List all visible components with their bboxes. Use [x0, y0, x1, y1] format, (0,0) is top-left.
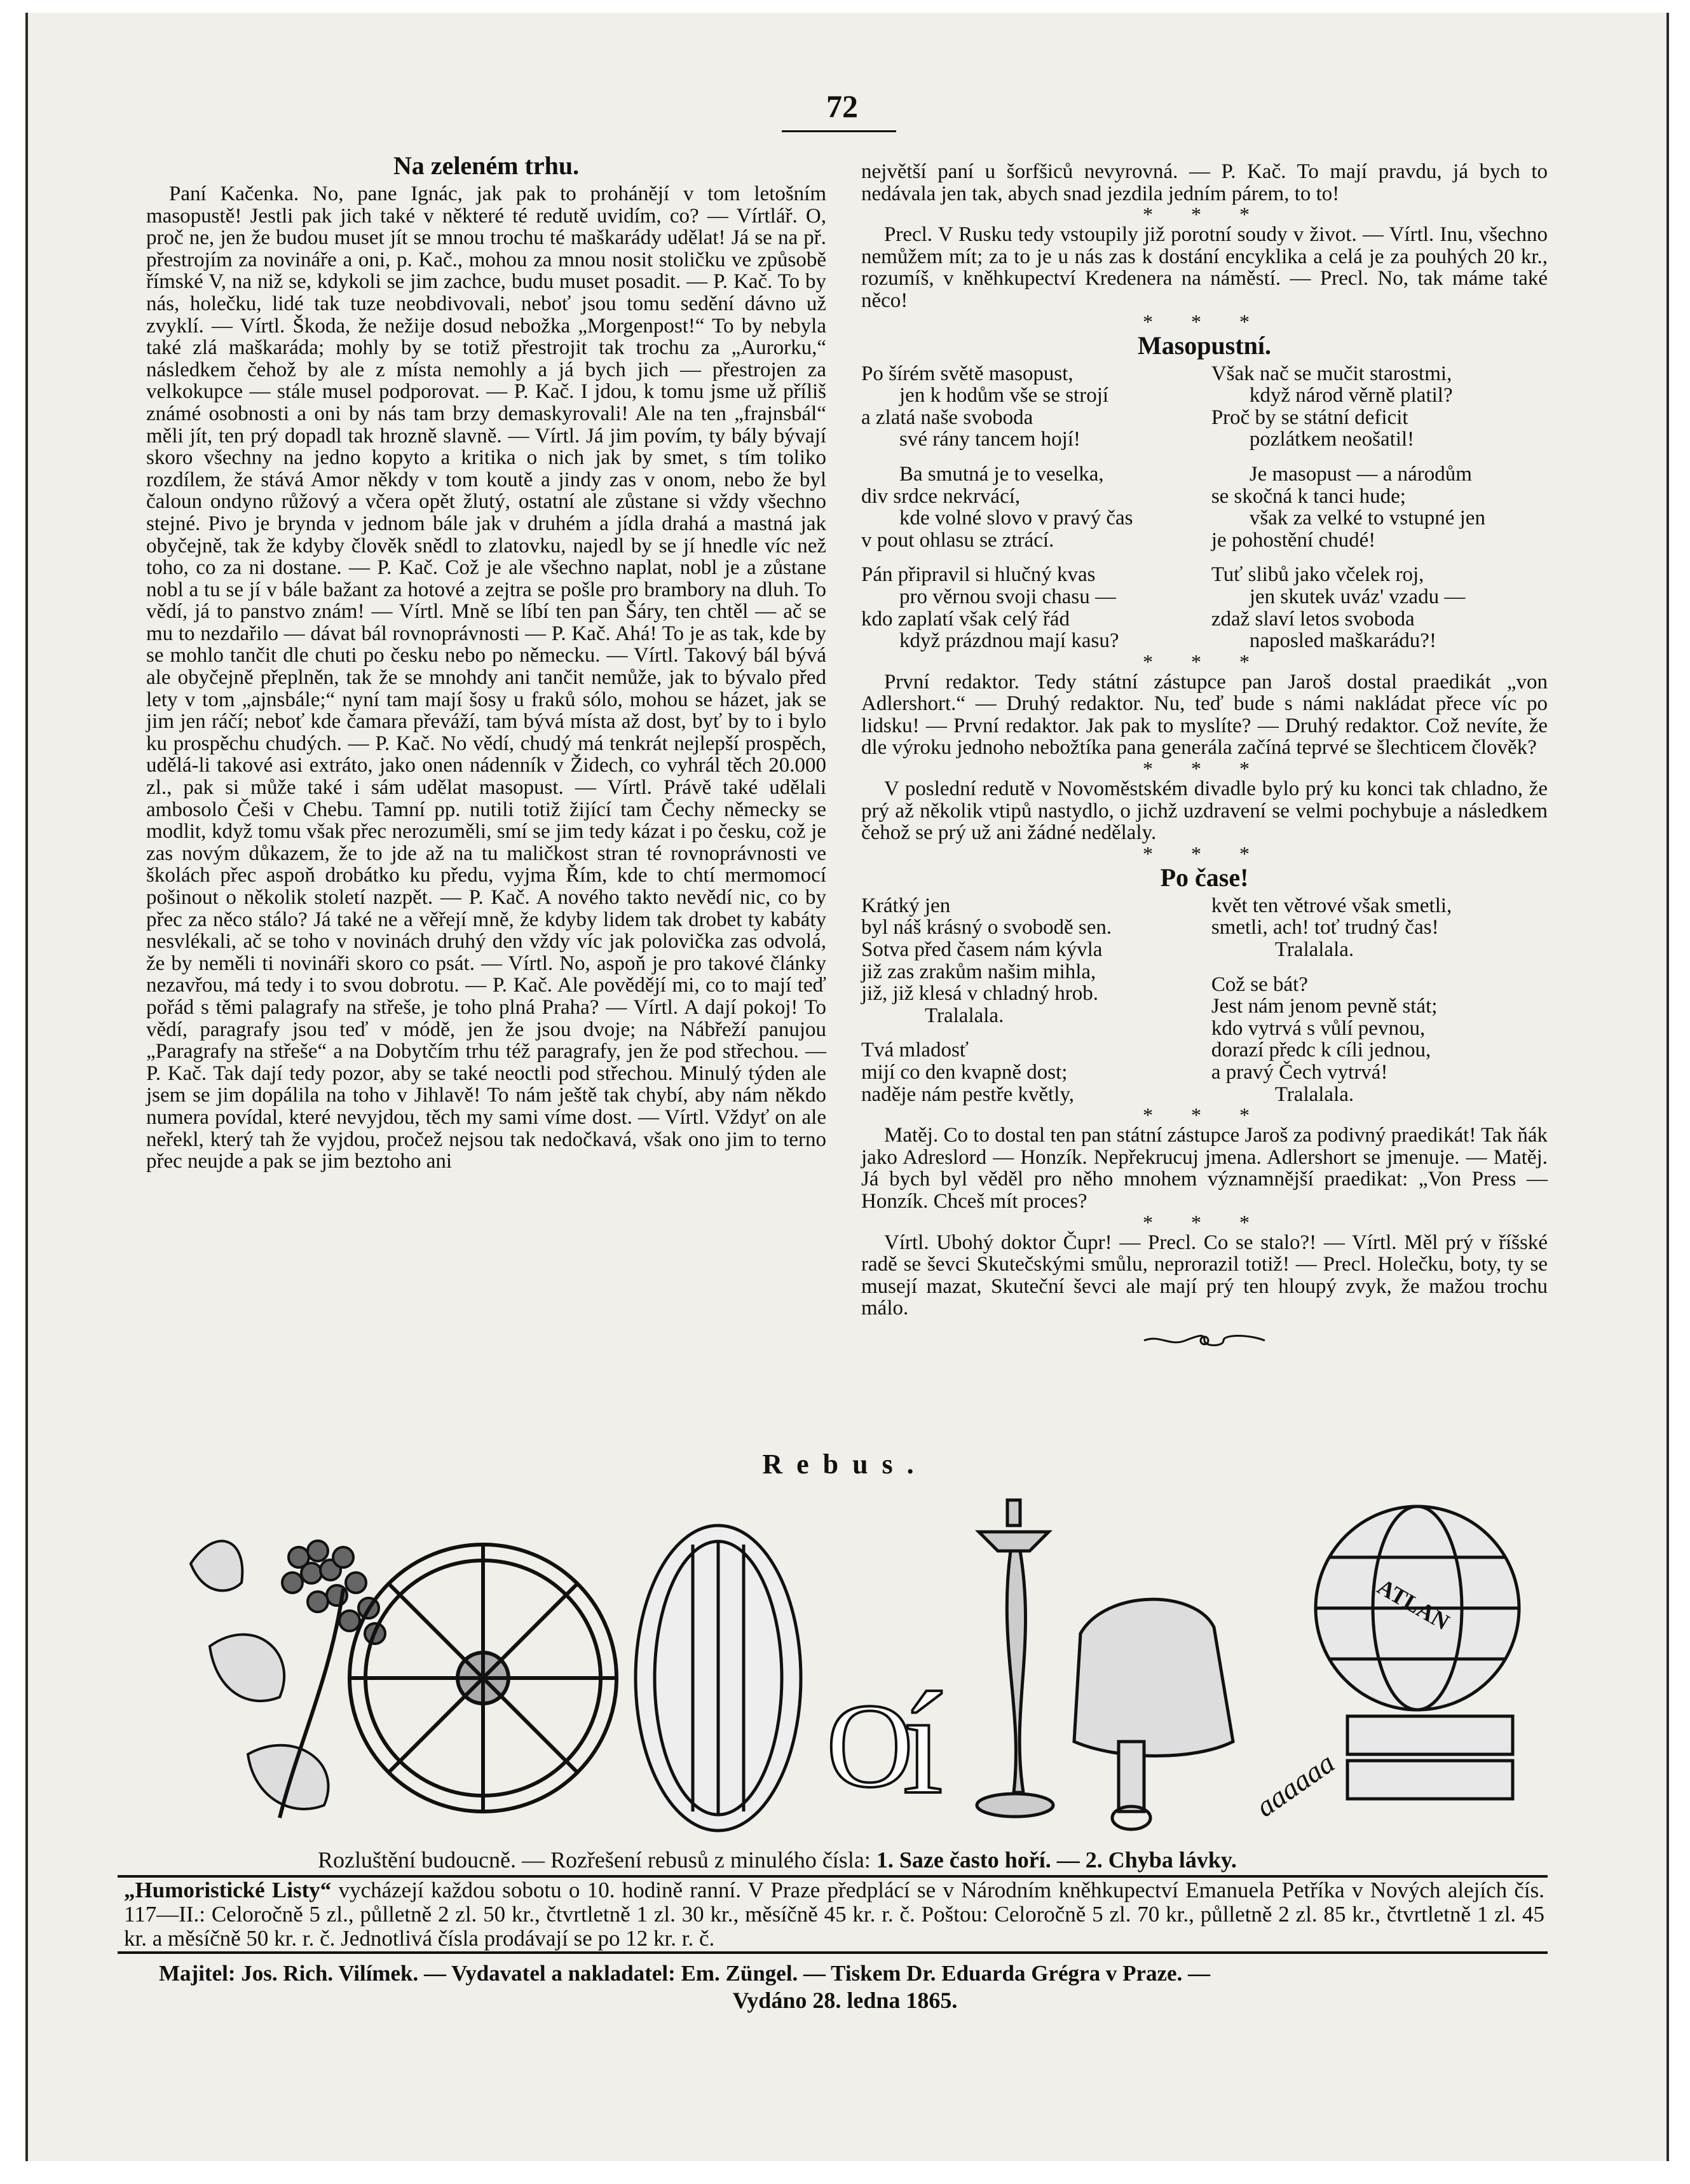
poem-line: když národ věrně platil?: [1249, 384, 1453, 407]
poem-line: však za velké to vstupné jen: [1249, 507, 1485, 530]
poem-line: zdaž slaví letos svoboda: [1211, 607, 1415, 631]
poem-title-po-case: Po čase!: [1160, 863, 1249, 892]
poem-line: své rány tancem hojí!: [899, 428, 1080, 451]
poem-line: jen k hodům vše se strojí: [899, 384, 1109, 407]
poem-line: již, již klesá v chladný hrob.: [861, 982, 1098, 1006]
poem-line: Pán připravil si hlučný kvas: [861, 563, 1096, 587]
poem-line: Tralalala.: [1274, 938, 1354, 962]
separator-stars: * * *: [1143, 1103, 1266, 1127]
imprint: Majitel: Jos. Rich. Vilímek. — Vydavatel a nakladatel: Em. Züngel. — Tiskem Dr. Eduarda Grégra v Praze. —: [159, 1961, 1211, 1986]
separator-stars: * * *: [1143, 842, 1266, 865]
poem-title-masopustni: Masopustní.: [1137, 331, 1272, 360]
page-number-rule: [782, 130, 896, 132]
poem-line: Tralalala.: [925, 1004, 1004, 1027]
barrel-icon: [636, 1525, 801, 1831]
poem-line: Proč by se státní deficit: [1211, 406, 1408, 429]
article-body: Paní Kačenka. No, pane Ignác, jak pak to prohánějí v tom letošním masopustě! Jestli pak jich také v některé té redutě uvidím, co? — Vírtlář. O, proč ne, jen že budou muset jít se mnou trochu té maškarády udělat! Já se na př. přestrojím za novináře a oni, p. Kač., mohou za mnou nosit stoličku ve způsobě římské V, na niž se, kdykoli se jim zachce, budu muset posadit. — P. Kač. To by nás, holečku, lidé tak tuze neobdivovali, neboť jsou tomu sedění dávno už zvyklí. — Vírtl. Škoda, že nežije dosud nebožka „Morgenpost!“ To by nebyla také zlá maškaráda; mohly by se totiž přestrojit tak trochu za „Aurorku,“ následkem čehož by ale z místa nemohly a já bych jich — přestrojen za velkokupce — stále musel podporovat. — P. Kač. I jdou, k tomu jsme už příliš známé osobnosti a oni by nás tam brzy demaskyrovali! Ale na ten „frajnsbál“ měli jít, ten prý dopadl tak hrozně slavně. — Vírtl. Já jim povím, ty bály bývají skoro všechny na jedno kopyto a kritika o nich jak by smet, s tím toliko rozdílem, že stává Amor někdy v tom koutě a jindy zas v onom, nebo že byl čaloun ondyno růžový a včera opět žlutý, ostatní ale zůstane si vždy všechno stejné. Pivo je brynda v jednom bále jak v druhém a jídla drahá a mastná jak obyčejně, tak že kdyby člověk snědl to zlatovku, najedl by se jí hnedle víc než toho, co za ni dostane. — P. Kač. Což je ale všechno naplat, nobl je a zůstane nobl a tu se jí v bále bažant za hotové a zejtra se pošle pro brambory na dluh. To vědí, já to panstvo znám! — Vírtl. Mně se líbí ten pan Šáry, ten chtěl — ač se mu to nezdařilo — dávat bál rovnoprávnosti — P. Kač. Ahá! To je as tak, kde by se mohlo tančit dle chuti po česku nebo po německu. — Vírtl. Takový bál bývá ale obyčejně přeplněn, tak že se mnohdy ani tančit nemůže, jak to bývalo před lety v tom „ajnsbále;“ nyní tam mají šosy u fraků sólo, mohou se házet, jak se jim jen ráčí; neboť kde čamara převáží, tam bývá místa až dost, byť by to i bylo ku prospěchu chudých. — P. Kač. No vědí, chudý má tenkrát nejlepší prospěch, udělá-li takové asi extráto, jako onen nádenník v Židech, co vyhrál těch 20.000 zl., pak si může také i sám udělat masopust. — Vírtl. Právě také udělali ambosolo Češi v Chebu. Tamní pp. nutili totiž žijící tam Čechy německy se modlit, když tomu však přec nerozuměli, smí se jim tedy kázat i po česku, což je zas novým důkazem, že to jde až na tu maličkost stran té rovnoprávnosti ve školách přec aspoň drobátko ku předu, vyjma Řím, kde to chtí mermomocí pošinout o několik století nazpět. — P. Kač. A nového takto nevědí nic, co by přec za něco stálo? Já také ne a věřejí mně, že kdyby lidem tak drobet ty kabáty nesvlékali, ač se toho v novinách druhý den vždy víc jak polovička zas odvolá, že by neměli ti novináři skoro co psát. — Vírtl. No, aspoň je pro takové články nezavřou, má tedy i to svou dobrotu. — P. Kač. Ale povědějí mi, co to mají teď pořád s těmi palagrafy na střeše, je toho plná Praha? — Vírtl. A dají pokoj! To vědí, paragrafy jsou teď v módě, jen že jsou dvoje; na Nábřeží panujou „Paragrafy na střeše“ a na Dobytčím trhu též paragrafy, jen že pod střechou. — P. Kač. Tak dají tedy pozor, aby se také neoctli pod střechou. Minulý týden ale jsem se jim dopálila na toho v Jihlavě! To nám ještě tak chybí, aby nám někdo numera povídal, které nevyjdou, těch my sami víme dost. — Vírtl. Vždyť on ale neřekl, který tah že vyjdou, pročež nejsou tak nedočkavá, však ono jim to terno přec neujde a pak se jim beztoho ani: [146, 182, 826, 1173]
poem-line: v pout ohlasu se ztrácí.: [861, 528, 1054, 552]
poem-line: naděje nám pestře květly,: [861, 1082, 1075, 1106]
poem-left-column: [861, 363, 1197, 652]
paragraph-redaktor: První redaktor. Tedy státní zástupce pan Jaroš dostal praedikát „von Adlershort.“ — Druhý redaktor. Nu, teď bude s námi nakládat přece víc po lidsku! — První redaktor. Jak pak to myslíte? — Druhý redaktor. Což nevíte, že dle výroku jednoho nebožtíka pana generála začíná teprvé se šlechticem člověk?: [861, 670, 1548, 760]
rebus-solution: [318, 1846, 1237, 1873]
subscription-text: vycházejí každou sobotu o 10. hodině ranní. V Praze předplácí se v Národním kněhkupectví Emanuela Petříka v Nových alejích čís. 117—II.: Celoročně 5 zl., půlletně 2 zl. 50 kr., čtvrtletně 1 zl. 30 kr., měsíčně 45 kr. r. č. Poštou: Celoročně 5 zl. 70 kr., půlletně 2 zl. 85 kr., čtvrtletně 1 zl. 45 kr. a měsíčně 50 kr. r. č. Jednotlivá čísla prodávají se po 12 kr. r. č.: [124, 1878, 1545, 1951]
poem-line: kde volné slovo v pravý čas: [899, 507, 1133, 530]
poem-line: Což se bát?: [1211, 973, 1308, 996]
poem-line: Je masopust — a národům: [1249, 462, 1472, 486]
poem-line: pozlátkem neošatil!: [1249, 428, 1415, 451]
paragraph-cupr: Vírtl. Ubohý doktor Čupr! — Precl. Co se stalo?! — Vírtl. Měl prý v říšské radě se ševci Skutečskými smůlu, neprorazil totiž! — Precl. Holečku, boty, ty se musejí mazat, Skuteční ševci ale mají prý ten hloupý zvyk, že mažou trochu málo.: [861, 1231, 1548, 1320]
poem-line: div srdce nekrvácí,: [861, 484, 1021, 508]
rebus-letter-o: O: [826, 1679, 914, 1813]
rebus-letter-i: í: [903, 1662, 943, 1824]
rebus-scattered-letters: aaaaaa: [1250, 1746, 1340, 1824]
poem-line: [861, 451, 1197, 463]
poem-line: Krátký jen: [861, 894, 951, 917]
poem-line: když prázdnou mají kasu?: [899, 629, 1119, 653]
poem-line: Ba smutná je to veselka,: [899, 462, 1104, 486]
paragraph-rusko: Precl. V Rusku tedy vstoupily již porotní soudy v život. — Vírtl. Inu, všechno nemůžem mít; za to je u nás zas k dostání encyklika a celá je za pouhých 20 kr., rozumíš, v kněhkupectví Kredenera na náměstí. — Precl. No, tak máme také něco!: [861, 223, 1548, 312]
poem-left-column: [861, 895, 1197, 1105]
poem-line: [1211, 551, 1548, 564]
poem-line: [1211, 961, 1548, 974]
poem-line: Tralalala.: [1274, 1082, 1354, 1106]
poem-line: a zlatá naše svoboda: [861, 406, 1033, 429]
poem-line: je pohostění chudé!: [1211, 528, 1376, 552]
publication-date: Vydáno 28. ledna 1865.: [732, 1988, 958, 2013]
cartwheel-icon: [350, 1545, 617, 1812]
globe-letters: ATLAN: [1373, 1573, 1454, 1635]
solution-1: 1. Saze často hoří.: [876, 1847, 1051, 1873]
left-column: [146, 151, 826, 1173]
poem-line: Však nač se mučit starostmi,: [1211, 362, 1452, 385]
ornament-divider: [861, 1331, 1548, 1353]
poem-po-case: [861, 895, 1548, 1105]
poem-line: a pravý Čech vytrvá!: [1211, 1061, 1388, 1084]
poem-line: byl náš krásný o svobodě sen.: [861, 916, 1112, 939]
rebus-title: Rebus.: [762, 1449, 928, 1480]
rebus-illustration: [153, 1487, 1551, 1843]
poem-line: [861, 1027, 1197, 1039]
poem-line: smetli, ach! toť trudný čas!: [1211, 916, 1439, 939]
separator-stars: * * *: [1143, 1210, 1266, 1234]
subscription-notice: [124, 1878, 1544, 1951]
poem-line: naposled maškarádu?!: [1249, 629, 1436, 653]
poem-line: již zas zrakům našim mihla,: [861, 960, 1096, 983]
footer-rule-bottom: [118, 1951, 1548, 1954]
poem-line: dorazí předc k cíli jednou,: [1211, 1039, 1431, 1062]
poem-line: mijí co den kvapně dost;: [861, 1061, 1068, 1084]
poem-line: Sotva před časem nám kývla: [861, 938, 1103, 962]
saddle-icon: [1074, 1599, 1233, 1829]
solution-separator: —: [1056, 1847, 1080, 1873]
poem-right-column: [1211, 363, 1548, 652]
paper-name: „Humoristické Listy“: [124, 1878, 332, 1902]
poem-line: Tuť slibů jako včelek roj,: [1211, 563, 1424, 587]
globe-icon: [1316, 1506, 1519, 1799]
right-column: [861, 161, 1548, 1353]
poem-line: se skočná k tanci hude;: [1211, 484, 1406, 508]
page-number: 72: [826, 88, 858, 124]
poem-line: [1211, 451, 1548, 463]
article-title: Na zeleném trhu.: [393, 151, 580, 180]
poem-line: pro věrnou svoji chasu —: [899, 585, 1116, 608]
paragraph-matej: Matěj. Co to dostal ten pan státní zástupce Jaroš za podivný praedikát! Tak ňák jako Adreslord — Honzík. Nepřekrucuj jmena. Adlershort se jmenuje. — Matěj. Já bych byl věděl pro něho mnohem významnější praedikat: „Von Press — Honzík. Chceš mít proces?: [861, 1124, 1548, 1213]
continuation-text: největší paní u šorfšiců nevyrovná. — P. Kač. To mají pravdu, já bych to nedávala jen tak, abych snad jezdila jedním párem, to to!: [861, 160, 1548, 205]
poem-line: květ ten větrové však smetli,: [1211, 894, 1452, 917]
poem-line: kdo vytrvá s vůlí pevnou,: [1211, 1016, 1426, 1040]
poem-line: jen skutek uváz' vzadu —: [1249, 585, 1466, 608]
poem-line: Tvá mladosť: [861, 1039, 969, 1062]
separator-stars: * * *: [1143, 310, 1266, 333]
poem-line: Jest nám jenom pevně stát;: [1211, 995, 1438, 1018]
poem-line: Po šírém světě masopust,: [861, 362, 1073, 385]
poem-right-column: [1211, 895, 1548, 1105]
separator-stars: * * *: [1143, 757, 1266, 781]
separator-stars: * * *: [1143, 203, 1266, 226]
solution-2: 2. Chyba lávky.: [1085, 1847, 1237, 1873]
candlestick-icon: [977, 1500, 1053, 1817]
separator-stars: * * *: [1143, 650, 1266, 673]
poem-masopustni: [861, 363, 1548, 652]
solution-label: Rozluštění budoucně. — Rozřešení rebusů z minulého čísla:: [318, 1847, 871, 1873]
poem-line: kdo zaplatí však celý řád: [861, 607, 1070, 631]
poem-line: [861, 551, 1197, 564]
paragraph-reduta: V poslední redutě v Novoměstském divadle bylo prý ku konci tak chladno, že prý až několik vtipů nastydlo, o jichž uzdravení se velmi pochybuje a následkem čehož se prý už ani žádné nedělaly.: [861, 777, 1548, 845]
